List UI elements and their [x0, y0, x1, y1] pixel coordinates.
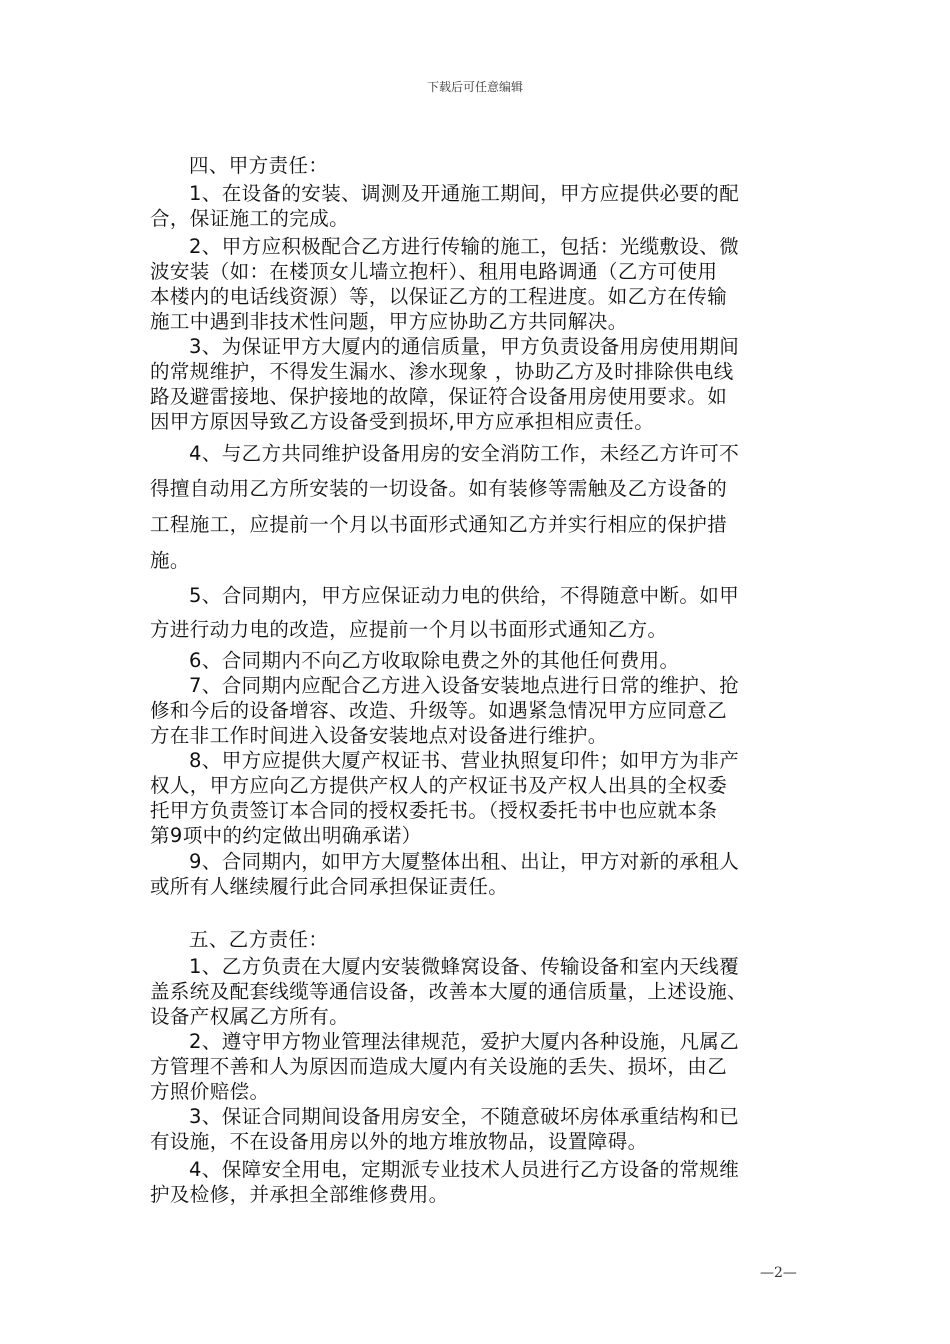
paragraph-line: 8、甲方应提供大厦产权证书、营业执照复印件；如甲方为非产	[189, 749, 740, 772]
paragraph-line: 方在非工作时间进入设备安装地点对设备进行维护。	[150, 724, 608, 747]
paragraph-line: 施工中遇到非技术性问题，甲方应协助乙方共同解决。	[150, 310, 628, 333]
paragraph-line: 9、合同期内，如甲方大厦整体出租、出让，甲方对新的承租人	[189, 850, 740, 873]
paragraph-line: 或所有人继续履行此合同承担保证责任。	[150, 875, 509, 898]
paragraph-line: 4、保障安全用电，定期派专业技术人员进行乙方设备的常规维	[189, 1158, 740, 1181]
paragraph-line: 因甲方原因导致乙方设备受到损坏,甲方应承担相应责任。	[150, 410, 655, 433]
paragraph-line: 的常规维护，不得发生漏水、渗水现象 ，协助乙方及时排除供电线	[150, 360, 734, 383]
paragraph-line: 第9项中的约定做出明确承诺）	[150, 824, 422, 847]
paragraph-line: 设备产权属乙方所有。	[150, 1005, 350, 1028]
paragraph-line: 工程施工，应提前一个月以书面形式通知乙方并实行相应的保护措	[150, 513, 728, 536]
paragraph-line: 5、合同期内，甲方应保证动力电的供给，不得随意中断。如甲	[189, 584, 740, 607]
page-header: 下载后可任意编辑	[426, 80, 523, 94]
section-title: 五、乙方责任：	[189, 928, 329, 951]
paragraph-line: 合，保证施工的完成。	[150, 207, 350, 230]
paragraph-line: 权人，甲方应向乙方提供产权人的产权证书及产权人出具的全权委	[150, 774, 728, 797]
paragraph-line: 方照价赔偿。	[150, 1080, 270, 1103]
paragraph-line: 3、为保证甲方大厦内的通信质量，甲方负责设备用房使用期间	[189, 335, 740, 358]
paragraph-line: 7、合同期内应配合乙方进入设备安装地点进行日常的维护、抢	[189, 674, 740, 697]
paragraph-line: 4、与乙方共同维护设备用房的安全消防工作，未经乙方许可不	[189, 442, 740, 465]
section-title: 四、甲方责任：	[189, 154, 329, 177]
page-number: —2—	[760, 1265, 797, 1281]
paragraph-line: 施。	[150, 549, 190, 572]
paragraph-line: 波安装（如：在楼顶女儿墙立抱杆）、租用电路调通（乙方可使用	[150, 260, 718, 283]
paragraph-line: 方进行动力电的改造，应提前一个月以书面形式通知乙方。	[150, 618, 668, 641]
paragraph-line: 6、合同期内不向乙方收取除电费之外的其他任何费用。	[189, 649, 680, 672]
paragraph-line: 盖系统及配套线缆等通信设备，改善本大厦的通信质量，上述设施、	[150, 980, 748, 1003]
paragraph-line: 护及检修，并承担全部维修费用。	[150, 1183, 449, 1206]
paragraph-line: 3、保证合同期间设备用房安全，不随意破坏房体承重结构和已	[189, 1105, 740, 1128]
paragraph-line: 得擅自动用乙方所安装的一切设备。如有装修等需触及乙方设备的	[150, 477, 728, 500]
paragraph-line: 本楼内的电话线资源）等，以保证乙方的工程进度。如乙方在传输	[150, 285, 728, 308]
paragraph-line: 2、遵守甲方物业管理法律规范，爱护大厦内各种设施，凡属乙	[189, 1030, 740, 1053]
paragraph-line: 方管理不善和人为原因而造成大厦内有关设施的丢失、损坏，由乙	[150, 1055, 728, 1078]
paragraph-line: 路及避雷接地、保护接地的故障，保证符合设备用房使用要求。如	[150, 385, 728, 408]
paragraph-line: 1、在设备的安装、调测及开通施工期间，甲方应提供必要的配	[189, 182, 740, 205]
paragraph-line: 托甲方负责签订本合同的授权委托书。（授权委托书中也应就本条	[150, 799, 718, 822]
paragraph-line: 修和今后的设备增容、改造、升级等。如遇紧急情况甲方应同意乙	[150, 699, 728, 722]
paragraph-line: 有设施，不在设备用房以外的地方堆放物品，设置障碍。	[150, 1130, 648, 1153]
paragraph-line: 2、甲方应积极配合乙方进行传输的施工，包括：光缆敷设、微	[189, 235, 740, 258]
paragraph-line: 1、乙方负责在大厦内安装微蜂窝设备、传输设备和室内天线覆	[189, 955, 740, 978]
